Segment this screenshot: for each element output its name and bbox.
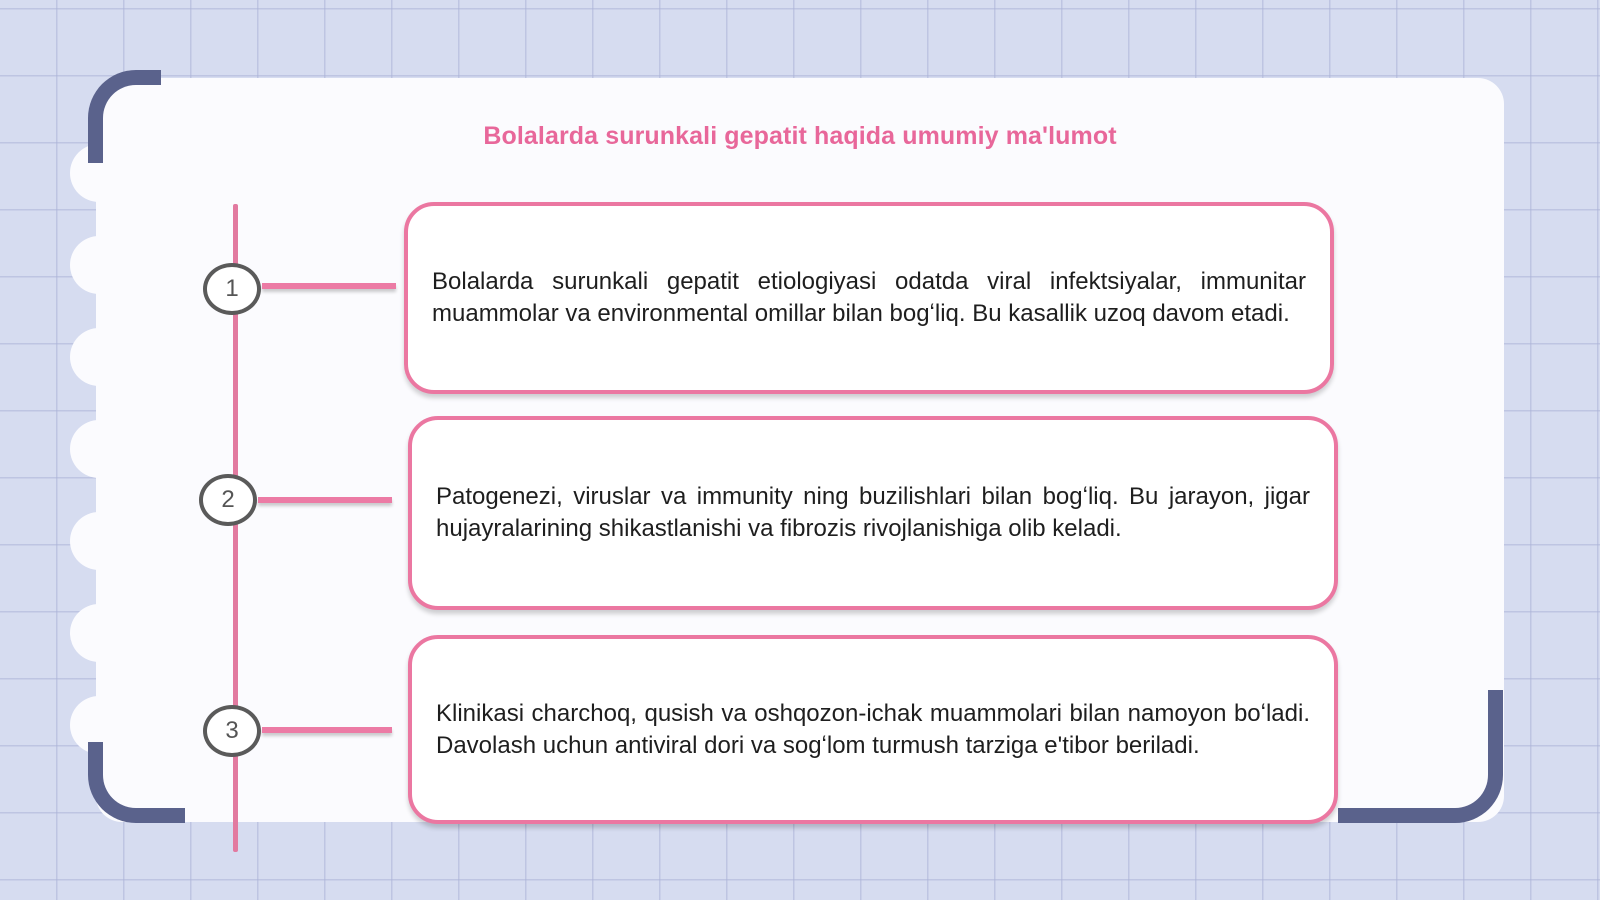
connector-line-3 (262, 727, 392, 733)
step-card-1 (404, 202, 1334, 394)
step-text-1: Bolalarda surunkali gepatit etiologiyasi odatda viral infektsiyalar, immunitar muammolar va environmental omillar bilan bogʻliq. Bu kasallik uzoq davom etadi. (432, 268, 1306, 327)
step-card-2 (408, 416, 1338, 610)
step-card-3 (408, 635, 1338, 824)
step-number-2: 2 (199, 474, 257, 526)
step-text-2: Patogenezi, viruslar va immunity ning buzilishlari bilan bogʻliq. Bu jarayon, jigar hujayralarining shikastlanishi va fibrozis rivojlanishiga olib keladi. (436, 483, 1310, 542)
step-number-1: 1 (203, 263, 261, 315)
slide-title: Bolalarda surunkali gepatit haqida umumiy ma'lumot (483, 122, 1117, 150)
sheet-edge-bump (70, 512, 128, 570)
frame-corner-top-left (88, 70, 161, 163)
connector-line-2 (258, 497, 392, 503)
sheet-edge-bump (70, 236, 128, 294)
step-number-3: 3 (203, 705, 261, 757)
frame-corner-bottom-right (1338, 690, 1503, 823)
connector-line-1 (262, 283, 396, 289)
sheet-edge-bump (70, 328, 128, 386)
sheet-edge-bump (70, 604, 128, 662)
sheet-edge-bump (70, 420, 128, 478)
step-text-3: Klinikasi charchoq, qusish va oshqozon-ichak muammolari bilan namoyon boʻladi. Davolash uchun antiviral dori va sogʻlom turmush tarziga e'tibor beriladi. (436, 699, 1310, 759)
